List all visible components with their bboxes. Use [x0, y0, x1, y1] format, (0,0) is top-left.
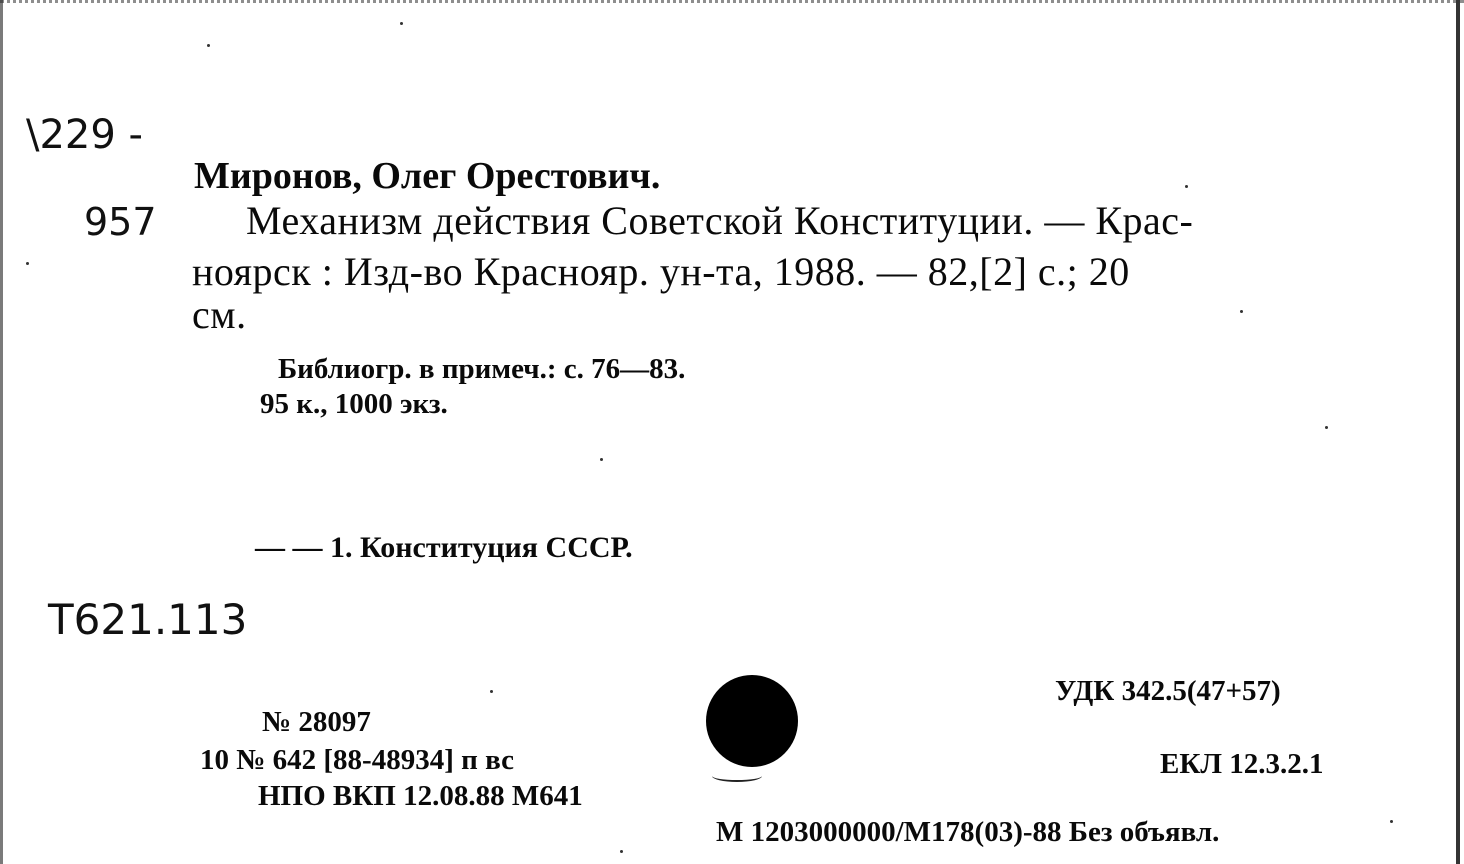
- ekl-code: ЕКЛ 12.3.2.1: [1160, 748, 1324, 780]
- handwritten-shelf-mark: Т621.113: [48, 595, 248, 644]
- author-heading: Миронов, Олег Орестович.: [194, 155, 661, 197]
- publication-code: М 1203000000/М178(03)-88 Без объявл.: [716, 816, 1220, 848]
- title-line-1: Механизм действия Советской Конституции. — Крас-: [246, 198, 1194, 243]
- bibliography-note: Библиогр. в примеч.: с. 76—83.: [278, 353, 686, 385]
- card-number: № 28097: [262, 706, 371, 738]
- handwritten-call-number-line1: \229 -: [26, 112, 143, 158]
- subject-heading: — — 1. Конституция СССР.: [255, 531, 633, 564]
- speck: [26, 262, 29, 265]
- punch-hole: [706, 675, 798, 767]
- card-right-edge: [1456, 0, 1460, 864]
- speck: [1390, 820, 1393, 823]
- speck: [207, 44, 210, 47]
- card-top-edge: [0, 0, 1464, 9]
- printer-info: НПО ВКП 12.08.88 М641: [258, 780, 583, 812]
- speck: [1240, 310, 1243, 313]
- price-note: 95 к., 1000 экз.: [260, 388, 448, 420]
- card-left-edge: [0, 0, 3, 864]
- punch-hole-mark: [712, 770, 762, 782]
- speck: [620, 850, 623, 853]
- speck: [1185, 185, 1188, 188]
- title-line-3: см.: [192, 292, 247, 337]
- title-line-2: ноярск : Изд-во Краснояр. ун-та, 1988. — 82,[2] с.; 20: [192, 249, 1130, 294]
- speck: [1325, 426, 1328, 429]
- udk-code: УДК 342.5(47+57): [1055, 675, 1281, 707]
- speck: [600, 458, 603, 461]
- order-number: 10 № 642 [88-48934] п вс: [200, 744, 514, 776]
- speck: [400, 22, 403, 25]
- speck: [490, 690, 493, 693]
- handwritten-call-number-line2: 957: [84, 200, 157, 244]
